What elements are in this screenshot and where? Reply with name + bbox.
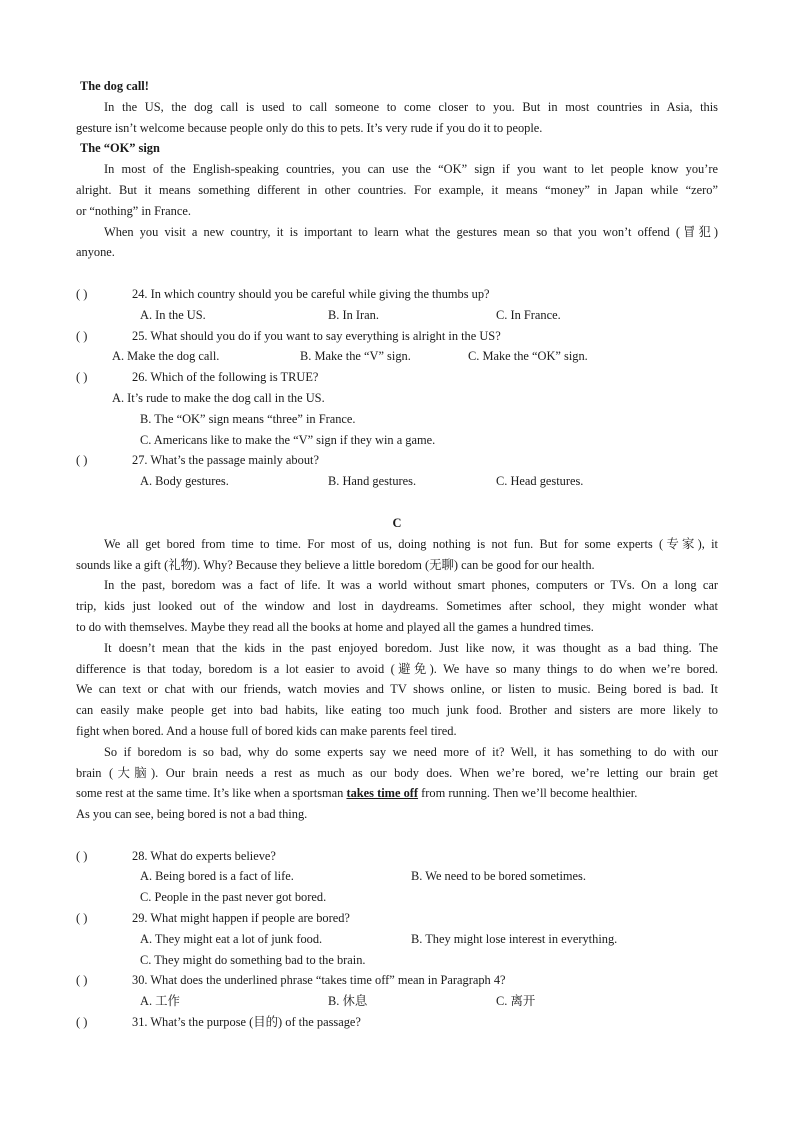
option-b: B. We need to be bored sometimes.: [411, 869, 586, 883]
dog-call-line: In the US, the dog call is used to call someone to come closer to you. But in most countries in Asia, this: [104, 100, 718, 114]
question-stem-30: ( ) 30. What does the underlined phrase “takes time off” mean in Paragraph 4?: [76, 970, 506, 991]
paragraph-line: sounds like a gift (礼物). Why? Because they believe a little boredom (无聊) can be good for our health.: [76, 558, 595, 572]
answer-blank[interactable]: ( ): [76, 329, 88, 343]
question-stem-31: ( ) 31. What’s the purpose (目的) of the passage?: [76, 1012, 361, 1033]
option-b: B. 休息: [328, 994, 368, 1008]
answer-blank[interactable]: ( ): [76, 973, 88, 987]
underlined-phrase: takes time off: [346, 786, 419, 800]
paragraph-line: brain (大脑). Our brain needs a rest as much as our body does. When we’re bored, we’re letting our brain get: [76, 766, 718, 780]
option-a: A. They might eat a lot of junk food.: [140, 932, 323, 946]
option-c: C. 离开: [496, 994, 536, 1008]
question-stem-25: ( ) 25. What should you do if you want to say everything is alright in the US?: [76, 326, 501, 347]
paragraph-line: difference is that today, boredom is a lot easier to avoid (避免). We have so many things to do when we’re bored.: [76, 662, 718, 676]
option-a: A. It’s rude to make the dog call in the US.: [112, 391, 325, 405]
paragraph-line: to do with themselves. Maybe they read all the books at home and played all the games a hundred times.: [76, 620, 594, 634]
option-b: B. Hand gestures.: [328, 474, 417, 488]
option-c: C. Americans like to make the “V” sign if they win a game.: [140, 433, 436, 447]
visit-line: When you visit a new country, it is important to learn what the gestures mean so that you won’t offend (冒犯): [104, 225, 718, 239]
paragraph-line: fight when bored. And a house full of bored kids can make parents feel tired.: [76, 724, 457, 738]
answer-blank[interactable]: ( ): [76, 849, 88, 863]
answer-blank[interactable]: ( ): [76, 1015, 88, 1029]
option-b: B. In Iran.: [328, 308, 379, 322]
paragraph-line: As you can see, being bored is not a bad thing.: [76, 807, 308, 821]
option-c: C. In France.: [496, 308, 561, 322]
answer-blank[interactable]: ( ): [76, 453, 88, 467]
question-stem-24: ( ) 24. In which country should you be careful while giving the thumbs up?: [76, 284, 490, 305]
option-c: C. People in the past never got bored.: [140, 890, 327, 904]
answer-blank[interactable]: ( ): [76, 911, 88, 925]
heading-dog-call: The dog call!: [80, 79, 149, 93]
option-a: A. Body gestures.: [140, 474, 229, 488]
option-b: B. Make the “V” sign.: [300, 349, 411, 363]
option-b: B. The “OK” sign means “three” in France.: [140, 412, 356, 426]
paragraph-line: can easily make people get into bad habits, like eating too much junk food. Brother and sisters are more likely to: [76, 703, 718, 717]
paragraph-line: some rest at the same time. It’s like when a sportsman takes time off from running. Then we’ll become healthier.: [76, 786, 638, 800]
option-c: C. Head gestures.: [496, 474, 584, 488]
option-a: A. 工作: [140, 994, 180, 1008]
option-a: A. Being bored is a fact of life.: [140, 869, 294, 883]
paragraph-line: trip, kids just looked out of the window and lost in daydreams. Sometimes after school, they might wonder what: [76, 599, 718, 613]
question-stem-27: ( ) 27. What’s the passage mainly about?: [76, 450, 319, 471]
option-a: A. In the US.: [140, 308, 206, 322]
visit-line: anyone.: [76, 245, 115, 259]
answer-blank[interactable]: ( ): [76, 287, 88, 301]
question-stem-29: ( ) 29. What might happen if people are bored?: [76, 908, 350, 929]
paragraph-line: It doesn’t mean that the kids in the past enjoyed boredom. Just like now, it was thought as a bad thing. The: [104, 641, 718, 655]
paragraph-line: So if boredom is so bad, why do some experts say we need more of it? Well, it has something to do with our: [104, 745, 718, 759]
paragraph-line: In the past, boredom was a fact of life. It was a world without smart phones, computers or TVs. On a long car: [104, 578, 718, 592]
dog-call-line: gesture isn’t welcome because people only do this to pets. It’s very rude if you do it to people.: [76, 121, 543, 135]
question-stem-26: ( ) 26. Which of the following is TRUE?: [76, 367, 318, 388]
option-c: C. Make the “OK” sign.: [468, 349, 588, 363]
ok-sign-line: In most of the English-speaking countries, you can use the “OK” sign if you want to let people know you’re: [104, 162, 718, 176]
section-title: C: [392, 516, 402, 530]
ok-sign-line: or “nothing” in France.: [76, 204, 191, 218]
paragraph-line: We can text or chat with our friends, watch movies and TV shows online, or listen to music. Being bored is bad. It: [76, 682, 718, 696]
question-stem-28: ( ) 28. What do experts believe?: [76, 846, 276, 867]
option-c: C. They might do something bad to the brain.: [140, 953, 366, 967]
option-b: B. They might lose interest in everything.: [411, 932, 618, 946]
ok-sign-line: alright. But it means something different in other countries. For example, it means “money” in Japan while “zero”: [76, 183, 718, 197]
option-a: A. Make the dog call.: [112, 349, 220, 363]
answer-blank[interactable]: ( ): [76, 370, 88, 384]
heading-ok-sign: The “OK” sign: [80, 141, 160, 155]
paragraph-line: We all get bored from time to time. For most of us, doing nothing is not fun. But for some experts (专家), it: [104, 537, 718, 551]
